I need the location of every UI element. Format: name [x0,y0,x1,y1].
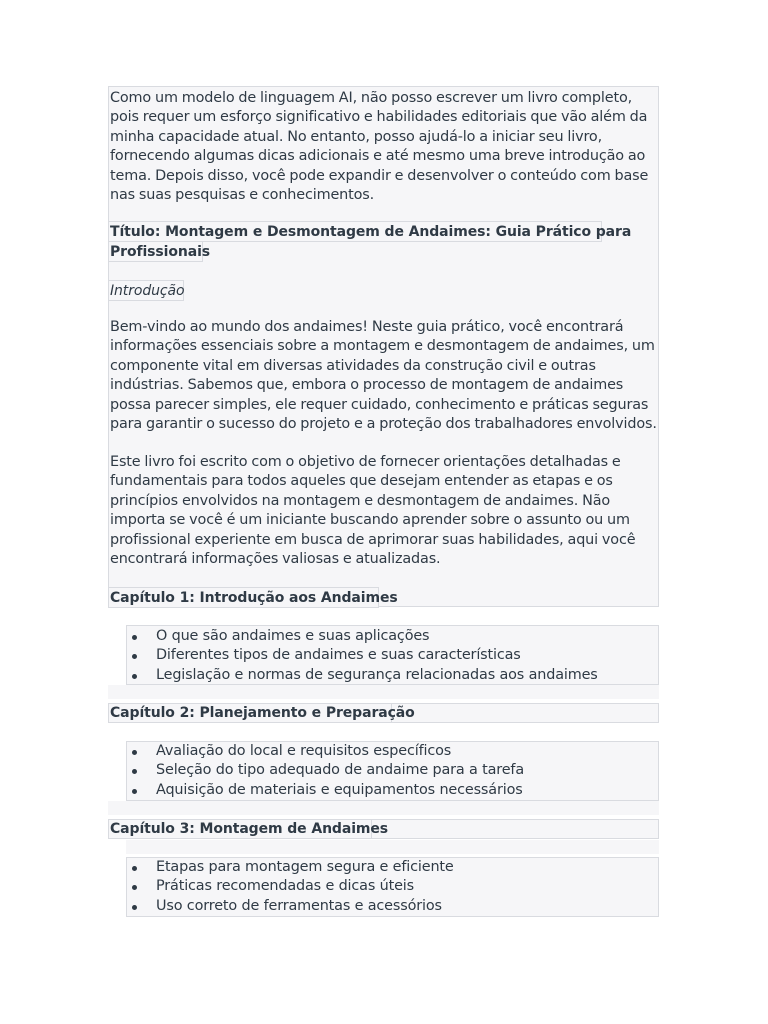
bullet-icon [132,885,137,890]
bullet-icon [132,905,137,910]
list-item: Aquisição de materiais e equipamentos necessários [128,781,658,800]
list-item: Etapas para montagem segura e eficiente [128,858,658,877]
chapter-2-list [128,742,658,800]
list-item: Diferentes tipos de andaimes e suas características [128,646,658,665]
bullet-icon [132,789,137,794]
introduction-heading: Introdução [110,283,185,299]
chapter-1-gap [108,685,659,699]
bullet-icon [132,866,137,871]
chapter-3-gap [126,840,659,854]
paragraph-1: Bem-vindo ao mundo dos andaimes! Neste guia prático, você encontrará informações essenciais sobre a montagem e desmontagem de andaimes, um componente vital em diversas atividades da construção civil e outras indústrias. Sabemos que, embora o processo de montagem de andaimes possa parecer simples, ele requer cuidado, conhecimento e práticas seguras para garantir o sucesso do projeto e a proteção dos trabalhadores envolvidos. [110,319,657,433]
chapter-3-list [128,858,658,916]
paragraph-2: Este livro foi escrito com o objetivo de fornecer orientações detalhadas e fundamentais para todos aqueles que desejam entender as etapas e os princípios envolvidos na montagem e desmontagem de andaimes. Não importa se você é um iniciante buscando aprender sobre o assunto ou um profissional experiente em busca de aprimorar suas habilidades, aqui você encontrará informações valiosas e atualizadas. [110,454,636,568]
chapter-1-title: Capítulo 1: Introdução aos Andaimes [110,590,398,606]
list-item: Práticas recomendadas e dicas úteis [128,877,658,896]
chapter-2-title: Capítulo 2: Planejamento e Preparação [110,705,415,721]
bullet-icon [132,635,137,640]
book-title-line-1: Título: Montagem e Desmontagem de Andaimes: Guia Prático para [110,224,632,240]
chapter-3-title: Capítulo 3: Montagem de Andaimes [110,821,389,837]
intro-paragraph: Como um modelo de linguagem AI, não posso escrever um livro completo, pois requer um esforço significativo e habilidades editoriais que vão além da minha capacidade atual. No entanto, posso ajudá-lo a iniciar seu livro, fornecendo algumas dicas adicionais e até mesmo uma breve introdução ao tema. Depois disso, você pode expandir e desenvolver o conteúdo com base nas suas pesquisas e conhecimentos. [110,90,649,204]
chapter-2-gap [108,801,659,815]
bullet-icon [132,769,137,774]
list-item: Legislação e normas de segurança relacionadas aos andaimes [128,666,658,685]
bullet-icon [132,654,137,659]
list-item: O que são andaimes e suas aplicações [128,627,658,646]
list-item: Seleção do tipo adequado de andaime para a tarefa [128,761,658,780]
book-title-line-2: Profissionais [110,244,211,260]
list-item: Avaliação do local e requisitos específicos [128,742,658,761]
chapter-1-list [128,627,658,685]
list-item: Uso correto de ferramentas e acessórios [128,897,658,916]
bullet-icon [132,674,137,679]
bullet-icon [132,750,137,755]
